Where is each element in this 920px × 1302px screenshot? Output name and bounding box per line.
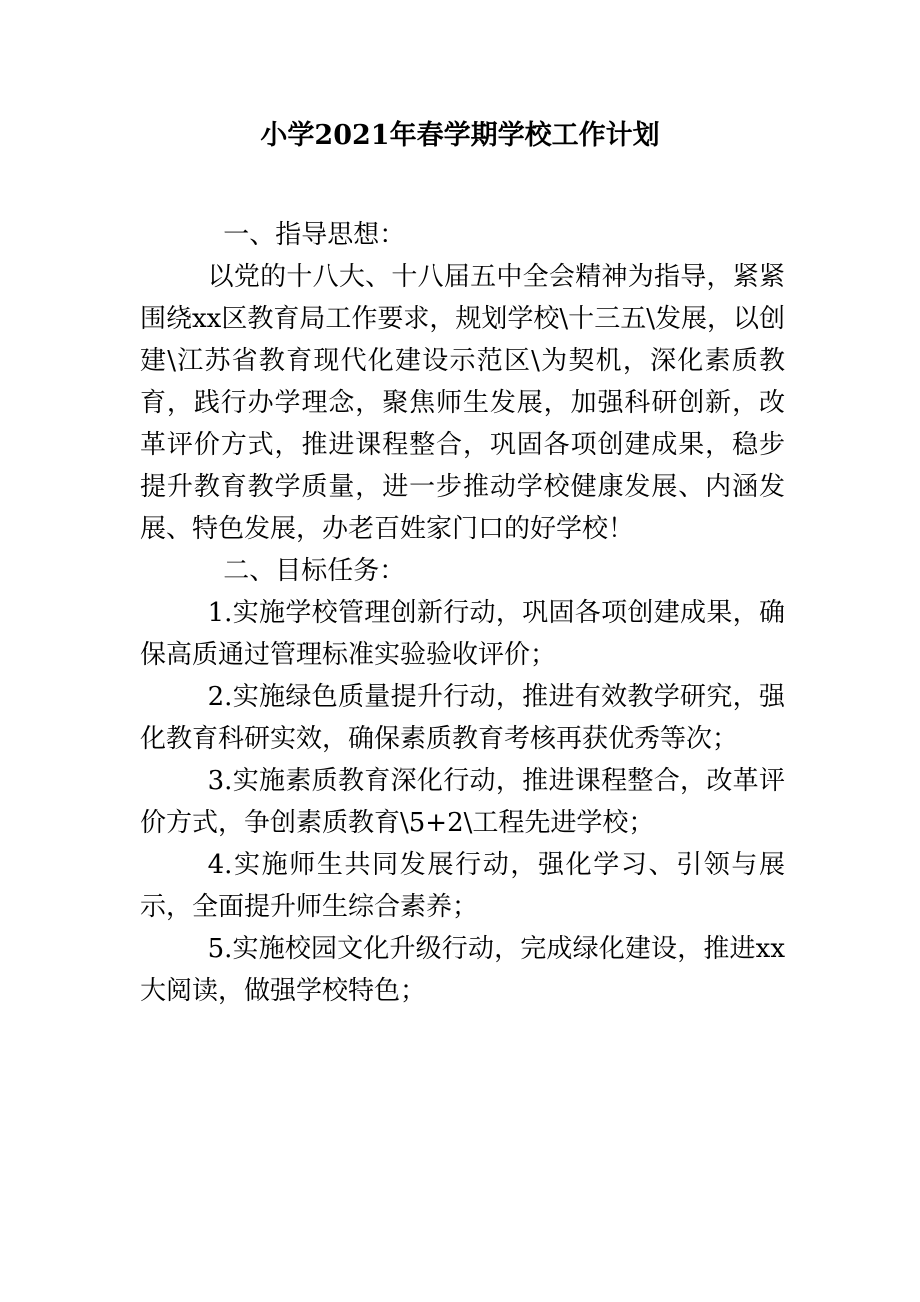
task-item-2: 2.实施绿色质量提升行动，推进有效教学研究，强化教育科研实效，确保素质教育考核再获优秀等次； bbox=[140, 682, 785, 754]
section-heading-goals-tasks: 二、目标任务： bbox=[223, 556, 406, 586]
task-item-5: 5.实施校园文化升级行动，完成绿化建设，推进xx大阅读，做强学校特色； bbox=[140, 934, 785, 1006]
document-body bbox=[140, 214, 785, 1012]
document-title: 小学2021年春学期学校工作计划 bbox=[260, 120, 660, 151]
guiding-ideology-paragraph: 以党的十八大、十八届五中全会精神为指导，紧紧围绕xx区教育局工作要求，规划学校\十三五\发展，以创建\江苏省教育现代化建设示范区\为契机，深化素质教育，践行办学理念，聚焦师生发展，加强科研创新，改革评价方式，推进课程整合，巩固各项创建成果，稳步提升教育教学质量，进一步推动学校健康发展、内涵发展、特色发展，办老百姓家门口的好学校！ bbox=[140, 262, 785, 544]
task-item-1: 1.实施学校管理创新行动，巩固各项创建成果，确保高质通过管理标准实验验收评价； bbox=[140, 598, 785, 670]
task-item-4: 4.实施师生共同发展行动，强化学习、引领与展示，全面提升师生综合素养； bbox=[140, 850, 785, 922]
task-item-3: 3.实施素质教育深化行动，推进课程整合，改革评价方式，争创素质教育\5+2\工程先进学校； bbox=[140, 766, 785, 838]
section-heading-guiding-ideology: 一、指导思想： bbox=[223, 220, 406, 250]
